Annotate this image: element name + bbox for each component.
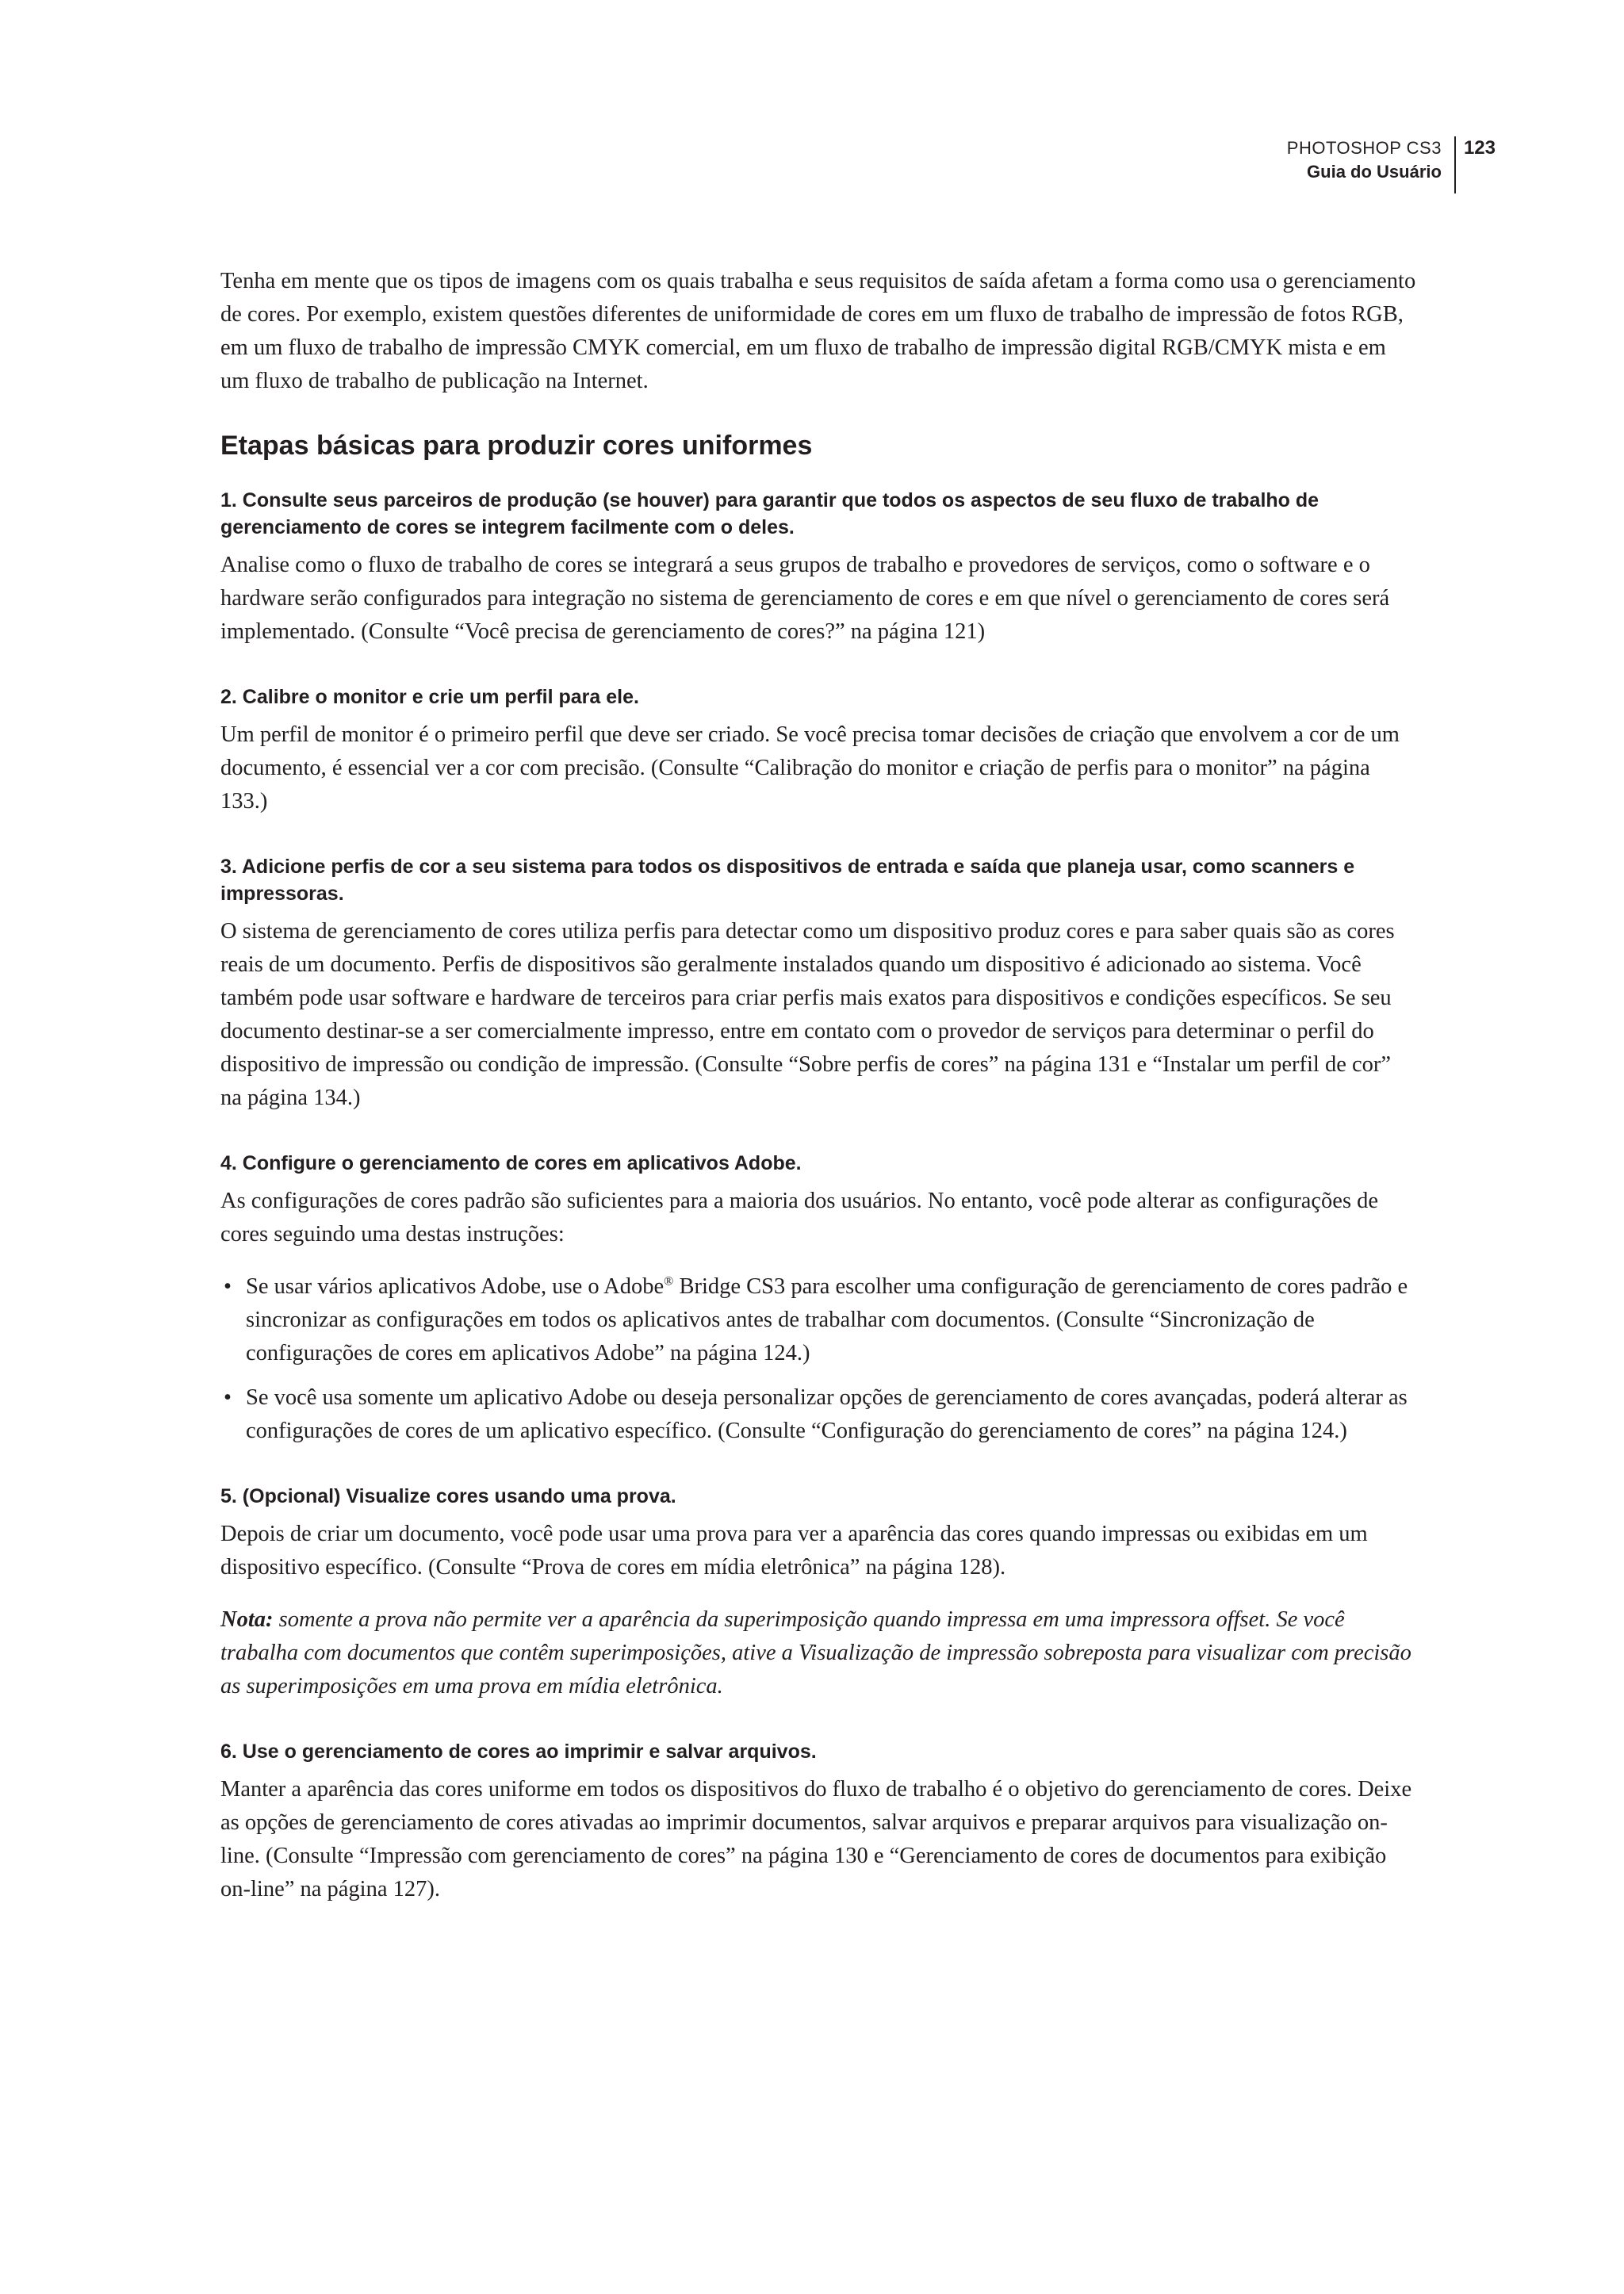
step-2-heading: 2. Calibre o monitor e crie um perfil para ele. <box>220 686 639 708</box>
step-4-heading: 4. Configure o gerenciamento de cores em aplicativos Adobe. <box>220 1152 802 1174</box>
step-3-body: O sistema de gerenciamento de cores utiliza perfis para detectar como um dispositivo produz cores e para saber quais são as cores reais de um documento. Perfis de dispositivos são geralmente instalados quando um dispositivo é adicionado ao sistema. Você também pode usar software e hardware de terceiros para criar perfis mais exatos para dispositivos e condições específicos. Se seu documento destinar-se a ser comercialmente impresso, entre em contato com o provedor de serviços para determinar o perfil do dispositivo de impressão ou condição de impressão. (Consulte “Sobre perfis de cores” na página 131 e “Instalar um perfil de cor” na página 134.) <box>220 919 1395 1110</box>
list-item <box>220 1270 1418 1370</box>
note-text: somente a prova não permite ver a aparência da superimposição quando impressa em uma impressora offset. Se você trabalha com documentos que contêm superimposições, ative a Visualização de impressão sobreposta para visualizar com precisão as superimposições em uma prova em mídia eletrônica. <box>220 1607 1411 1698</box>
page-number: 123 <box>1463 137 1496 159</box>
step-5-heading: 5. (Opcional) Visualize cores usando uma prova. <box>220 1485 676 1507</box>
header-titles <box>1287 136 1454 184</box>
step-5-body: Depois de criar um documento, você pode usar uma prova para ver a aparência das cores quando impressas ou exibidas em um dispositivo específico. (Consulte “Prova de cores em mídia eletrônica” na página 128). <box>220 1522 1368 1580</box>
step-6-body: Manter a aparência das cores uniforme em todos os dispositivos do fluxo de trabalho é o objetivo do gerenciamento de cores. Deixe as opções de gerenciamento de cores ativadas ao imprimir documentos, salvar arquivos e preparar arquivos para visualização on-line. (Consulte “Impressão com gerenciamento de cores” na página 130 e “Gerenciamento de cores de documentos para exibição on-line” na página 127). <box>220 1777 1412 1901</box>
bullet-text-after: Bridge CS3 para escolher uma configuração de gerenciamento de cores padrão e sincronizar as configurações em todos os aplicativos antes de trabalhar com documentos. (Consulte “Sincronização de configurações de cores em aplicativos Adobe” na página 124.) <box>246 1274 1408 1365</box>
step-5-note <box>220 1603 1418 1703</box>
note-label: Nota: <box>220 1607 274 1632</box>
registered-mark: ® <box>664 1274 674 1289</box>
header-guide: Guia do Usuário <box>1307 162 1442 182</box>
list-item <box>220 1381 1418 1448</box>
bullet-icon: • <box>224 1274 232 1299</box>
step-4-body: As configurações de cores padrão são suficientes para a maioria dos usuários. No entanto, você pode alterar as configurações de cores seguindo uma destas instruções: <box>220 1189 1379 1247</box>
step-4-bullet-list <box>220 1270 1418 1448</box>
intro-paragraph: Tenha em mente que os tipos de imagens com os quais trabalha e seus requisitos de saída afetam a forma como usa o gerenciamento de cores. Por exemplo, existem questões diferentes de uniformidade de cores em um fluxo de trabalho de impressão de fotos RGB, em um fluxo de trabalho de impressão CMYK comercial, em um fluxo de trabalho de impressão digital RGB/CMYK mista e em um fluxo de trabalho de publicação na Internet. <box>220 269 1416 393</box>
bullet-icon: • <box>224 1385 232 1410</box>
bullet-text: Se você usa somente um aplicativo Adobe ou deseja personalizar opções de gerenciamento de cores avançadas, poderá alterar as configurações de cores de um aplicativo específico. (Consulte “Configuração do gerenciamento de cores” na página 124.) <box>246 1385 1408 1443</box>
bullet-text-before: Se usar vários aplicativos Adobe, use o Adobe <box>246 1274 665 1299</box>
step-2-body: Um perfil de monitor é o primeiro perfil que deve ser criado. Se você precisa tomar decisões de criação que envolvem a cor de um documento, é essencial ver a cor com precisão. (Consulte “Calibração do monitor e criação de perfis para o monitor” na página 133.) <box>220 722 1400 814</box>
step-1-body: Analise como o fluxo de trabalho de cores se integrará a seus grupos de trabalho e provedores de serviços, como o software e o hardware serão configurados para integração no sistema de gerenciamento de cores e em que nível o gerenciamento de cores será implementado. (Consulte “Você precisa de gerenciamento de cores?” na página 121) <box>220 553 1390 644</box>
section-title: Etapas básicas para produzir cores uniformes <box>220 431 813 461</box>
page-content <box>220 265 1418 1925</box>
header-product: PHOTOSHOP CS3 <box>1286 138 1442 158</box>
step-6-heading: 6. Use o gerenciamento de cores ao imprimir e salvar arquivos. <box>220 1741 817 1763</box>
running-header <box>1287 136 1496 193</box>
step-1-heading: 1. Consulte seus parceiros de produção (se houver) para garantir que todos os aspectos de seu fluxo de trabalho de gerenciamento de cores se integrem facilmente com o deles. <box>220 489 1320 538</box>
step-3-heading: 3. Adicione perfis de cor a seu sistema para todos os dispositivos de entrada e saída que planeja usar, como scanners e impressoras. <box>220 856 1355 905</box>
